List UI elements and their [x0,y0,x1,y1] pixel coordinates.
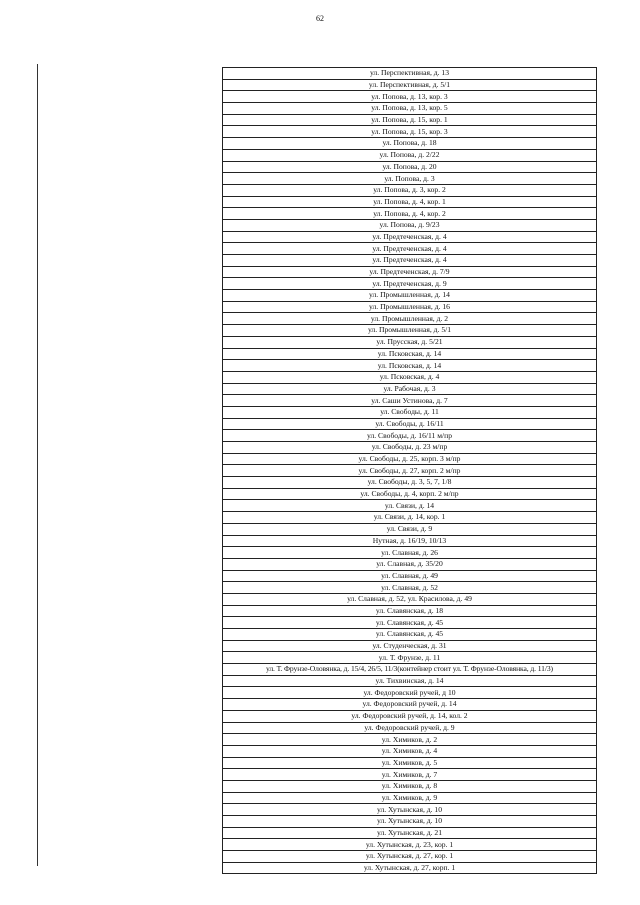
table-row [223,769,597,781]
address-cell: ул. Предтеченская, д. 4 [223,255,597,267]
address-cell: ул. Прусская, д. 5/21 [223,336,597,348]
table-row [223,804,597,816]
address-cell: ул. Попова, д. 3, кор. 2 [223,184,597,196]
address-cell: ул. Славная, д. 35/20 [223,558,597,570]
table-row [223,851,597,863]
address-cell: ул. Предтеченская, д. 4 [223,231,597,243]
table-row [223,336,597,348]
address-cell: ул. Хутынская, д. 23, кор. 1 [223,839,597,851]
address-cell: ул. Псковская, д. 4 [223,371,597,383]
table-row [223,430,597,442]
address-cell: ул. Химиков, д. 7 [223,769,597,781]
address-cell: ул. Промышленная, д. 5/1 [223,325,597,337]
table-row [223,453,597,465]
table-row [223,710,597,722]
address-cell: ул. Славная, д. 52, ул. Красилова, д. 49 [223,593,597,605]
address-cell: ул. Попова, д. 3 [223,173,597,185]
address-cell: ул. Предтеченская, д. 7/9 [223,266,597,278]
table-row [223,126,597,138]
table-row [223,465,597,477]
table-row [223,208,597,220]
address-cell: ул. Славная, д. 26 [223,547,597,559]
table-row [223,325,597,337]
address-cell: ул. Хутынская, д. 10 [223,816,597,828]
address-cell: ул. Попова, д. 15, кор. 3 [223,126,597,138]
table-row [223,862,597,874]
table-row [223,500,597,512]
address-cell: ул. Свободы, д. 23 м/пр [223,442,597,454]
address-cell: ул. Славянская, д. 18 [223,605,597,617]
table-row [223,640,597,652]
address-cell: ул. Химиков, д. 4 [223,745,597,757]
address-cell: ул. Химиков, д. 5 [223,757,597,769]
table-row [223,664,597,676]
address-cell: ул. Псковская, д. 14 [223,360,597,372]
address-cell: ул. Связи, д. 14 [223,500,597,512]
table-row [223,290,597,302]
table-row [223,184,597,196]
table-row [223,687,597,699]
table-row [223,816,597,828]
address-cell: ул. Свободы, д. 27, корп. 2 м/пр [223,465,597,477]
table-row [223,348,597,360]
address-cell: ул. Предтеченская, д. 9 [223,278,597,290]
address-cell: ул. Перспективная, д. 5/1 [223,79,597,91]
table-row [223,219,597,231]
table-row [223,360,597,372]
address-cell: ул. Студенческая, д. 31 [223,640,597,652]
address-cell: ул. Попова, д. 2/22 [223,149,597,161]
address-cell: ул. Попова, д. 9/23 [223,219,597,231]
table-row [223,617,597,629]
address-cell: ул. Промышленная, д. 2 [223,313,597,325]
table-row [223,547,597,559]
table-row [223,114,597,126]
address-cell: ул. Попова, д. 4, кор. 1 [223,196,597,208]
table-row [223,406,597,418]
address-cell: ул. Федоровский ручей, д. 14 [223,699,597,711]
address-cell: ул. Славянская, д. 45 [223,629,597,641]
table-row [223,418,597,430]
table-row [223,605,597,617]
address-cell: ул. Перспективная, д. 13 [223,68,597,80]
address-cell: ул. Попова, д. 18 [223,138,597,150]
address-cell: ул. Химиков, д. 9 [223,792,597,804]
address-cell: Нутная, д. 16/19, 10/13 [223,535,597,547]
table-row [223,699,597,711]
table-row [223,243,597,255]
address-cell: ул. Химиков, д. 8 [223,780,597,792]
table-row [223,722,597,734]
address-cell: ул. Хутынская, д. 10 [223,804,597,816]
table-row [223,629,597,641]
table-row [223,371,597,383]
table-row [223,652,597,664]
table-row [223,570,597,582]
address-cell: ул. Свободы, д. 11 [223,406,597,418]
address-cell: ул. Свободы, д. 16/11 [223,418,597,430]
address-cell: ул. Промышленная, д. 14 [223,290,597,302]
address-cell: ул. Связи, д. 9 [223,523,597,535]
table-row [223,161,597,173]
table-row [223,757,597,769]
table-row [223,792,597,804]
table-row [223,582,597,594]
address-cell: ул. Федоровский ручей, д. 14, кол. 2 [223,710,597,722]
table-row [223,91,597,103]
table-row [223,745,597,757]
address-cell: ул. Связи, д. 14, кор. 1 [223,512,597,524]
table-row [223,231,597,243]
table-row [223,477,597,489]
address-cell: ул. Саши Устинова, д. 7 [223,395,597,407]
table-row [223,301,597,313]
table-row [223,839,597,851]
address-cell: ул. Псковская, д. 14 [223,348,597,360]
address-cell: ул. Промышленная, д. 16 [223,301,597,313]
address-table-body [223,68,597,874]
address-cell: ул. Свободы, д. 4, корп. 2 м/пр [223,488,597,500]
table-row [223,149,597,161]
address-cell: ул. Хутынская, д. 27, корп. 1 [223,862,597,874]
page-number: 62 [316,14,324,23]
address-cell: ул. Хутынская, д. 27, кор. 1 [223,851,597,863]
address-cell: ул. Славная, д. 52 [223,582,597,594]
address-cell: ул. Тихвинская, д. 14 [223,675,597,687]
address-cell: ул. Хутынская, д. 21 [223,827,597,839]
address-cell: ул. Попова, д. 4, кор. 2 [223,208,597,220]
table-row [223,313,597,325]
address-cell: ул. Свободы, д. 16/11 м/пр [223,430,597,442]
table-row [223,488,597,500]
table-row [223,558,597,570]
table-row [223,173,597,185]
address-cell: ул. Предтеченская, д. 4 [223,243,597,255]
address-cell: ул. Попова, д. 13, кор. 5 [223,103,597,115]
table-row [223,103,597,115]
table-row [223,68,597,80]
address-cell: ул. Т. Фрунзе, д. 11 [223,652,597,664]
table-row [223,827,597,839]
table-row [223,675,597,687]
table-row [223,523,597,535]
address-cell: ул. Попова, д. 15, кор. 1 [223,114,597,126]
address-cell: ул. Свободы, д. 3, 5, 7, 1/8 [223,477,597,489]
table-row [223,138,597,150]
table-row [223,79,597,91]
address-cell: ул. Рабочая, д. 3 [223,383,597,395]
address-cell: ул. Свободы, д. 25, корп. 3 м/пр [223,453,597,465]
table-row [223,734,597,746]
address-table [222,67,597,874]
table-row [223,395,597,407]
table-row [223,266,597,278]
table-row [223,442,597,454]
table-row [223,196,597,208]
address-cell: ул. Химиков, д. 2 [223,734,597,746]
left-margin-rule [37,64,38,866]
table-row [223,255,597,267]
table-row [223,593,597,605]
table-row [223,278,597,290]
address-cell: ул. Федоровский ручей, д 10 [223,687,597,699]
address-cell: ул. Федоровский ручей, д. 9 [223,722,597,734]
address-cell: ул. Т. Фрунзе-Оловянка, д. 15/4, 26/5, 11/3(контейнер стоит ул. Т. Фрунзе-Оловянка, д. 11/3) [223,664,597,676]
address-cell: ул. Славная, д. 49 [223,570,597,582]
table-row [223,383,597,395]
address-cell: ул. Попова, д. 13, кор. 3 [223,91,597,103]
table-row [223,512,597,524]
table-row [223,535,597,547]
address-cell: ул. Попова, д. 20 [223,161,597,173]
table-row [223,780,597,792]
address-cell: ул. Славянская, д. 45 [223,617,597,629]
